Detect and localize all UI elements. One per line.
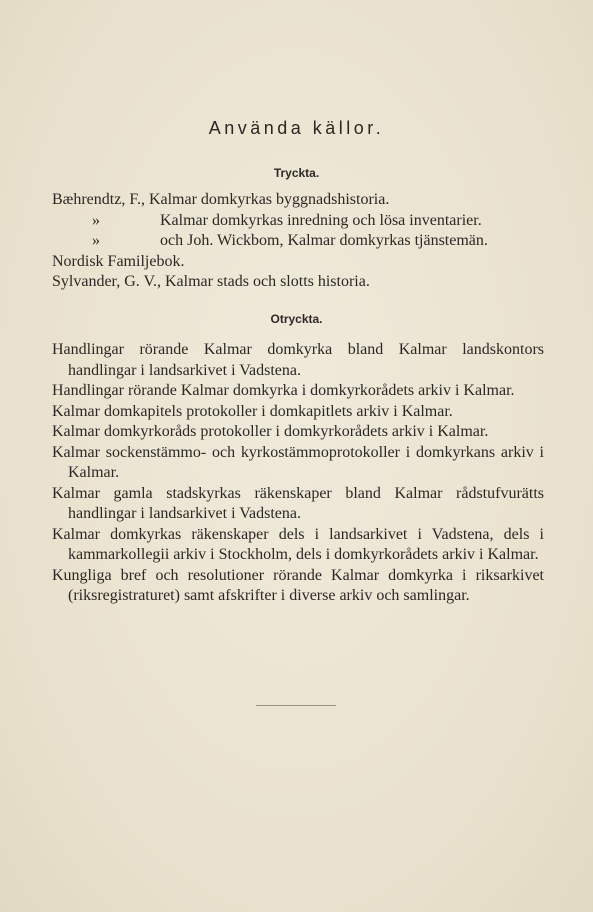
- entry-text: och Joh. Wickbom, Kalmar domkyrkas tjänstemän.: [160, 232, 488, 249]
- unprinted-sources-list: [52, 340, 544, 607]
- unprinted-source-entry: Kalmar gamla stadskyrkas räkenskaper bland Kalmar rådstufvurätts handlingar i landsarkivet i Vadstena.: [52, 484, 544, 522]
- section-heading-unprinted: Otryckta.: [270, 312, 323, 326]
- printed-source-entry: Nordisk Familjebok.: [52, 252, 185, 270]
- unprinted-source-entry: Kalmar domkyrkas räkenskaper dels i landsarkivet i Vadstena, dels i kammarkollegii arkiv i Stockholm, dels i domkyrkorådets arkiv i Kalmar.: [52, 525, 544, 563]
- unprinted-source-entry: Kalmar domkapitels protokoller i domkapitlets arkiv i Kalmar.: [52, 402, 453, 420]
- unprinted-source-entry: Kalmar domkyrkoråds protokoller i domkyrkorådets arkiv i Kalmar.: [52, 423, 489, 440]
- printed-source-entry: Sylvander, G. V., Kalmar stads och slotts historia.: [52, 273, 370, 290]
- printed-sources-list: [52, 190, 544, 293]
- entry-text: Kalmar domkyrkas inredning och lösa inventarier.: [160, 211, 482, 229]
- unprinted-source-entry: Kungliga bref och resolutioner rörande Kalmar domkyrka i riksarkivet (riksregistraturet) samt afskrifter i diverse arkiv och samlingar.: [52, 566, 544, 604]
- printed-source-entry: [52, 211, 544, 232]
- section-heading-printed: Tryckta.: [273, 166, 320, 180]
- printed-source-entry: Bæhrendtz, F., Kalmar domkyrkas byggnadshistoria.: [52, 191, 390, 208]
- unprinted-source-entry: Kalmar sockenstämmo- och kyrkostämmoprotokoller i domkyrkans arkiv i Kalmar.: [52, 443, 544, 481]
- printed-source-entry: [52, 231, 544, 252]
- unprinted-source-entry: Handlingar rörande Kalmar domkyrka i domkyrkorådets arkiv i Kalmar.: [52, 382, 515, 399]
- ditto-mark: »: [92, 232, 100, 249]
- unprinted-source-entry: Handlingar rörande Kalmar domkyrka bland Kalmar landskontors handlingar i landsarkivet i Vadstena.: [52, 341, 544, 379]
- ditto-mark: »: [92, 211, 100, 229]
- closing-divider: [256, 705, 336, 706]
- page-title: Använda källor.: [208, 118, 385, 138]
